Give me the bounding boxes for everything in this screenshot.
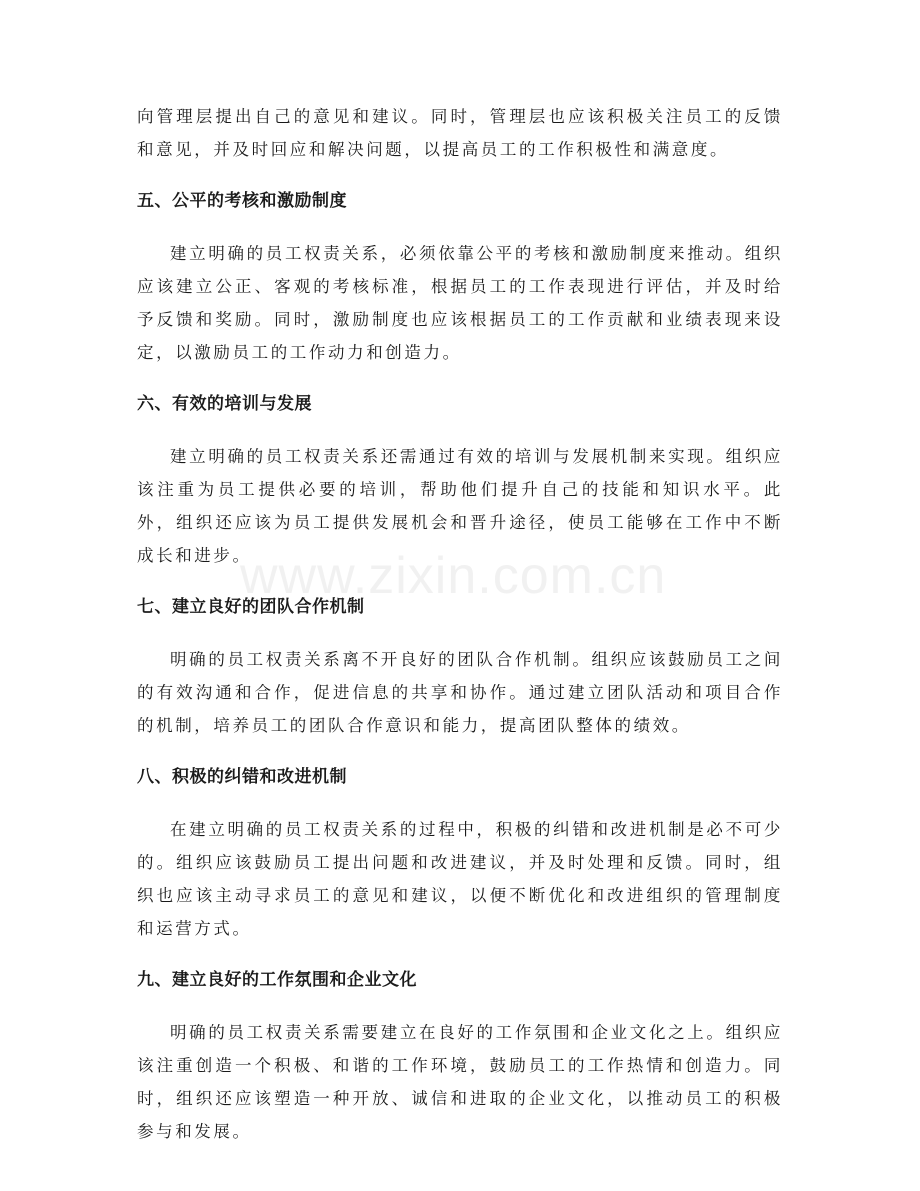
section-body-7: 明确的员工权责关系离不开良好的团队合作机制。组织应该鼓励员工之间的有效沟通和合作，促进信息的共享和协作。通过建立团队活动和项目合作的机制，培养员工的团队合作意识和能力，提高团队整体的绩效。 (137, 650, 783, 735)
section-heading-5: 五、公平的考核和激励制度 (137, 191, 347, 211)
section-body-5: 建立明确的员工权责关系，必须依靠公平的考核和激励制度来推动。组织应该建立公正、客观的考核标准，根据员工的工作表现进行评估，并及时给予反馈和奖励。同时，激励制度也应该根据员工的工作贡献和业绩表现来设定，以激励员工的工作动力和创造力。 (137, 244, 783, 362)
section-body-8: 在建立明确的员工权责关系的过程中，积极的纠错和改进机制是必不可少的。组织应该鼓励员工提出问题和改进建议，并及时处理和反馈。同时，组织也应该主动寻求员工的意见和建议，以便不断优化和改进组织的管理制度和运营方式。 (137, 820, 783, 938)
section-body-6: 建立明确的员工权责关系还需通过有效的培训与发展机制来实现。组织应该注重为员工提供必要的培训，帮助他们提升自己的技能和知识水平。此外，组织还应该为员工提供发展机会和晋升途径，使员工能够在工作中不断成长和进步。 (137, 447, 783, 565)
section-body-9: 明确的员工权责关系需要建立在良好的工作氛围和企业文化之上。组织应该注重创造一个积极、和谐的工作环境，鼓励员工的工作热情和创造力。同时，组织还应该塑造一种开放、诚信和进取的企业文化，以推动员工的积极参与和发展。 (137, 1023, 783, 1141)
intro-paragraph: 向管理层提出自己的意见和建议。同时，管理层也应该积极关注员工的反馈和意见，并及时回应和解决问题，以提高员工的工作积极性和满意度。 (137, 107, 783, 159)
section-heading-9: 九、建立良好的工作氛围和企业文化 (137, 970, 417, 990)
section-heading-6: 六、有效的培训与发展 (137, 394, 312, 414)
section-heading-7: 七、建立良好的团队合作机制 (137, 597, 365, 617)
section-heading-8: 八、积极的纠错和改进机制 (137, 767, 347, 787)
watermark: www.zixin.com.cn (240, 547, 667, 605)
document-page (137, 100, 783, 1148)
